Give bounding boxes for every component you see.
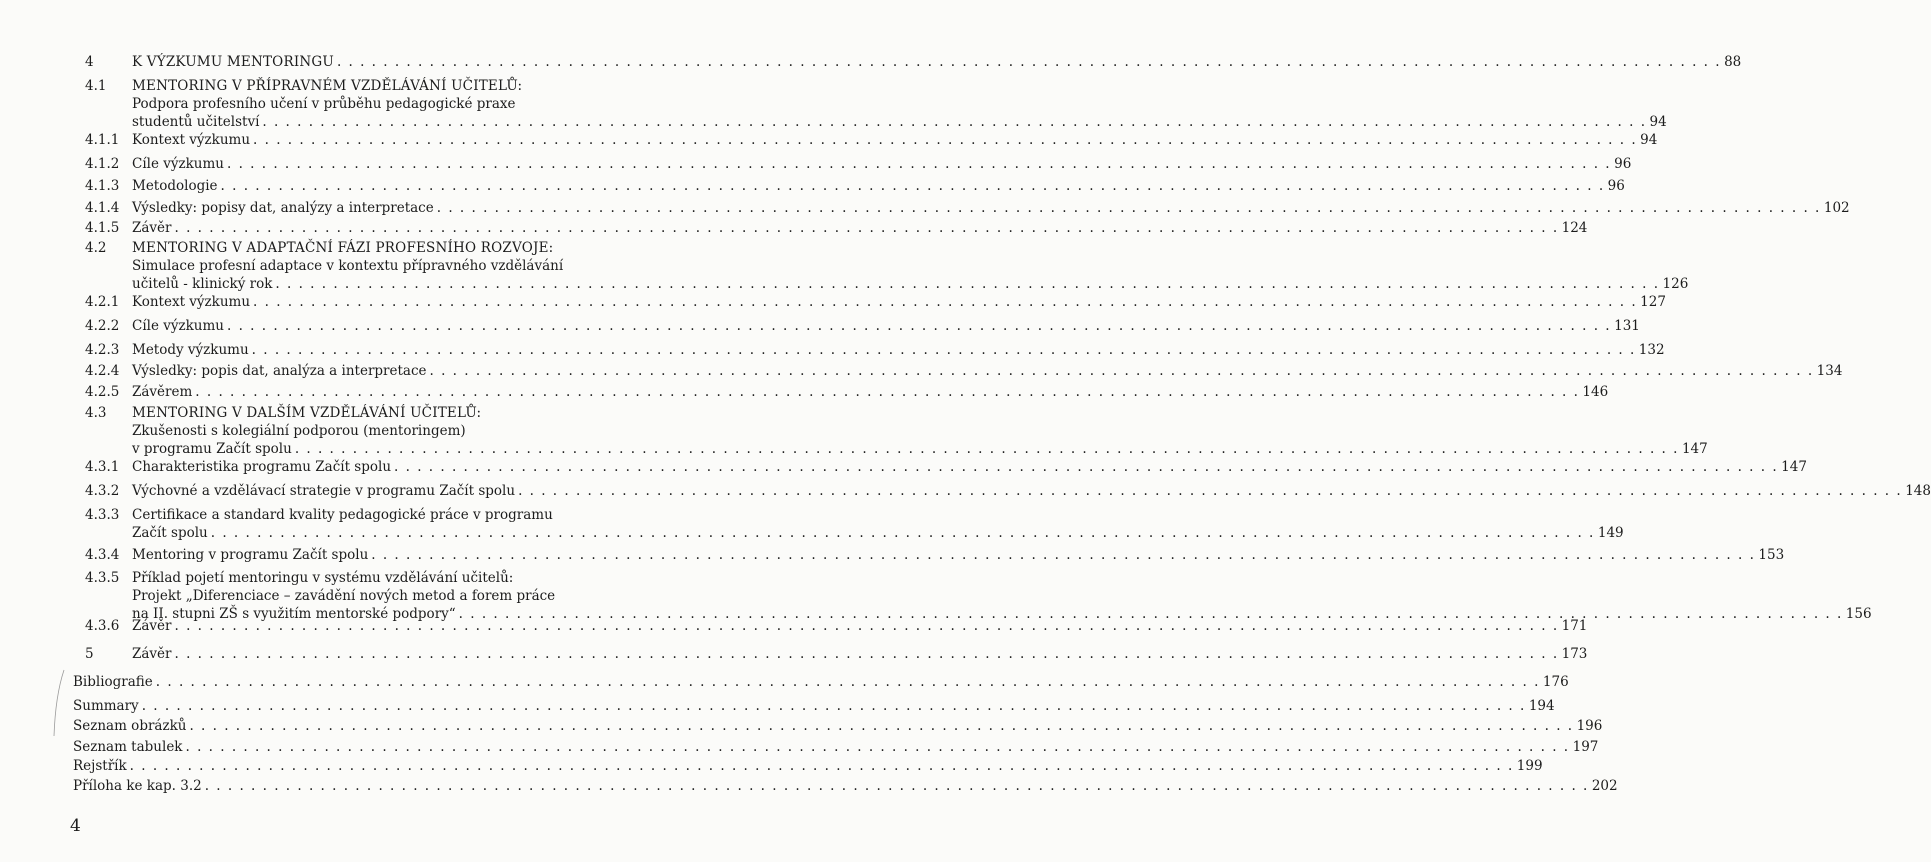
toc-page-number: 88 xyxy=(1724,54,1742,70)
toc-entry-title: Závěr xyxy=(132,220,172,236)
toc-entry-title: Výchovné a vzdělávací strategie v programu Začít spolu xyxy=(132,483,516,499)
toc-entry-number: 4.2.4 xyxy=(85,363,120,379)
dot-leader: . . . . . . . . . . . . . . . . . . . . . . . . . . . . . . . . . . . . . . . . . . . . . . . . . . . . . . . . . . . . . . . . . . . . . . . . . . . . . . . . . . . . . . . . . . . . . . . . . . . . . . . . . . . . . . . . . . . . . . . . xyxy=(226,156,1612,172)
toc-page-number: 127 xyxy=(1640,294,1666,310)
toc-entry-title-line: Zkušenosti s kolegiální podporou (mentoringem) xyxy=(132,423,466,439)
toc-entry-title-line: Podpora profesního učení v průběhu pedagogické praxe xyxy=(132,96,516,112)
toc-entry-number: 4.2.3 xyxy=(85,342,120,358)
toc-entry-number: 4.3.1 xyxy=(85,459,120,475)
dot-leader: . . . . . . . . . . . . . . . . . . . . . . . . . . . . . . . . . . . . . . . . . . . . . . . . . . . . . . . . . . . . . . . . . . . . . . . . . . . . . . . . . . . . . . . . . . . . . . . . . . . . . . . . . . . . . . . . . . . . . . . . xyxy=(294,441,1679,457)
dot-leader: . . . . . . . . . . . . . . . . . . . . . . . . . . . . . . . . . . . . . . . . . . . . . . . . . . . . . . . . . . . . . . . . . . . . . . . . . . . . . . . . . . . . . . . . . . . . . . . . . . . . . . . . . . . . . . . . . . . . . . . . xyxy=(226,318,1612,334)
toc-entry-title: Výsledky: popisy dat, analýzy a interpretace xyxy=(132,200,434,216)
toc-page-number: 131 xyxy=(1614,318,1640,334)
toc-entry-number: 4.3.5 xyxy=(85,570,120,586)
dot-leader: . . . . . . . . . . . . . . . . . . . . . . . . . . . . . . . . . . . . . . . . . . . . . . . . . . . . . . . . . . . . . . . . . . . . . . . . . . . . . . . . . . . . . . . . . . . . . . . . . . . . . . . . . . . . . . . . . . . . . . . . xyxy=(174,646,1559,662)
toc-entry-number: 4.1.3 xyxy=(85,178,120,194)
dot-leader: . . . . . . . . . . . . . . . . . . . . . . . . . . . . . . . . . . . . . . . . . . . . . . . . . . . . . . . . . . . . . . . . . . . . . . . . . . . . . . . . . . . . . . . . . . . . . . . . . . . . . . . . . . . . . . . . . . . . . . . . xyxy=(174,220,1559,236)
toc-entry-title: Seznam obrázků xyxy=(73,718,187,734)
toc-entry-title: Závěrem xyxy=(132,384,193,400)
toc-entry-number: 4.3.2 xyxy=(85,483,120,499)
toc-page-number: 146 xyxy=(1582,384,1609,400)
dot-leader: . . . . . . . . . . . . . . . . . . . . . . . . . . . . . . . . . . . . . . . . . . . . . . . . . . . . . . . . . . . . . . . . . . . . . . . . . . . . . . . . . . . . . . . . . . . . . . . . . . . . . . . . . . . . . . . . . . . . . . . . xyxy=(210,525,1595,541)
toc-entry-title: Charakteristika programu Začít spolu xyxy=(132,459,392,475)
toc-entry-title: učitelů - klinický rok xyxy=(132,276,273,292)
toc-page-number: 202 xyxy=(1591,778,1618,794)
toc-entry-title: Cíle výzkumu xyxy=(132,156,224,172)
toc-entry-title-line: MENTORING V PŘÍPRAVNÉM VZDĚLÁVÁNÍ UČITELŮ: xyxy=(132,78,523,94)
toc-page-number: 173 xyxy=(1561,646,1588,662)
toc-entry-number: 4.3.3 xyxy=(85,507,120,523)
toc-entry-title: Závěr xyxy=(132,618,172,634)
toc-page-number: 147 xyxy=(1781,459,1807,475)
toc-page-number: 132 xyxy=(1638,342,1665,358)
dot-leader: . . . . . . . . . . . . . . . . . . . . . . . . . . . . . . . . . . . . . . . . . . . . . . . . . . . . . . . . . . . . . . . . . . . . . . . . . . . . . . . . . . . . . . . . . . . . . . . . . . . . . . . . . . . . . . . . . . . . . . . . xyxy=(251,342,1636,358)
toc-entry-number: 4.1.4 xyxy=(85,200,120,216)
dot-leader: . . . . . . . . . . . . . . . . . . . . . . . . . . . . . . . . . . . . . . . . . . . . . . . . . . . . . . . . . . . . . . . . . . . . . . . . . . . . . . . . . . . . . . . . . . . . . . . . . . . . . . . . . . . . . . . . . . . . . . . . xyxy=(220,178,1605,194)
dot-leader: . . . . . . . . . . . . . . . . . . . . . . . . . . . . . . . . . . . . . . . . . . . . . . . . . . . . . . . . . . . . . . . . . . . . . . . . . . . . . . . . . . . . . . . . . . . . . . . . . . . . . . . . . . . . . . . . . . . . . . . . xyxy=(275,276,1660,292)
toc-entry-title: Výsledky: popis dat, analýza a interpretace xyxy=(132,363,427,379)
dot-leader: . . . . . . . . . . . . . . . . . . . . . . . . . . . . . . . . . . . . . . . . . . . . . . . . . . . . . . . . . . . . . . . . . . . . . . . . . . . . . . . . . . . . . . . . . . . . . . . . . . . . . . . . . . . . . . . . . . . . . . . . xyxy=(336,54,1722,70)
toc-entry-title: Kontext výzkumu xyxy=(132,294,251,310)
dot-leader: . . . . . . . . . . . . . . . . . . . . . . . . . . . . . . . . . . . . . . . . . . . . . . . . . . . . . . . . . . . . . . . . . . . . . . . . . . . . . . . . . . . . . . . . . . . . . . . . . . . . . . . . . . . . . . . . . . . . . . . . xyxy=(253,132,1638,148)
toc-page-number: 94 xyxy=(1640,132,1658,148)
dot-leader: . . . . . . . . . . . . . . . . . . . . . . . . . . . . . . . . . . . . . . . . . . . . . . . . . . . . . . . . . . . . . . . . . . . . . . . . . . . . . . . . . . . . . . . . . . . . . . . . . . . . . . . . . . . . . . . . . . . . . . . . xyxy=(371,547,1756,563)
toc-entry-number: 4.1 xyxy=(85,78,107,94)
toc-entry-number: 4.2.2 xyxy=(85,318,120,334)
toc-entry-title: na II. stupni ZŠ s využitím mentorské podpory“ xyxy=(132,606,456,622)
toc-entry-number: 5 xyxy=(85,646,94,662)
toc-entry-title: Závěr xyxy=(132,646,172,662)
toc-entry-number: 4.3.4 xyxy=(85,547,120,563)
toc-entry-title: Metody výzkumu xyxy=(132,342,249,358)
toc-page-number: 94 xyxy=(1649,114,1667,130)
dot-leader: . . . . . . . . . . . . . . . . . . . . . . . . . . . . . . . . . . . . . . . . . . . . . . . . . . . . . . . . . . . . . . . . . . . . . . . . . . . . . . . . . . . . . . . . . . . . . . . . . . . . . . . . . . . . . . . . . . . . . . . . xyxy=(458,606,1843,622)
page-number: 4 xyxy=(70,816,81,836)
toc-entry-number: 4.1.1 xyxy=(85,132,120,148)
dot-leader: . . . . . . . . . . . . . . . . . . . . . . . . . . . . . . . . . . . . . . . . . . . . . . . . . . . . . . . . . . . . . . . . . . . . . . . . . . . . . . . . . . . . . . . . . . . . . . . . . . . . . . . . . . . . . . . . . . . . . . . . xyxy=(394,459,1779,475)
toc-entry-number: 4.1.2 xyxy=(85,156,120,172)
dot-leader: . . . . . . . . . . . . . . . . . . . . . . . . . . . . . . . . . . . . . . . . . . . . . . . . . . . . . . . . . . . . . . . . . . . . . . . . . . . . . . . . . . . . . . . . . . . . . . . . . . . . . . . . . . . . . . . . . . . . . . . . xyxy=(204,778,1589,794)
toc-page-number: 96 xyxy=(1614,156,1632,172)
toc-entry-number: 4.2 xyxy=(85,240,107,256)
toc-page-number: 134 xyxy=(1816,363,1843,379)
dot-leader: . . . . . . . . . . . . . . . . . . . . . . . . . . . . . . . . . . . . . . . . . . . . . . . . . . . . . . . . . . . . . . . . . . . . . . . . . . . . . . . . . . . . . . . . . . . . . . . . . . . . . . . . . . . . . . . . . . . . . . . . xyxy=(436,200,1821,216)
toc-page-number: 124 xyxy=(1561,220,1588,236)
toc-page-number: 176 xyxy=(1542,674,1569,690)
toc-entry-title: Cíle výzkumu xyxy=(132,318,224,334)
dot-leader: . . . . . . . . . . . . . . . . . . . . . . . . . . . . . . . . . . . . . . . . . . . . . . . . . . . . . . . . . . . . . . . . . . . . . . . . . . . . . . . . . . . . . . . . . . . . . . . . . . . . . . . . . . . . . . . . . . . . . . . . xyxy=(189,718,1574,734)
toc-page-number: 196 xyxy=(1576,718,1603,734)
toc-entry-title: Summary xyxy=(73,698,139,714)
toc-entry-title-line: Projekt „Diferenciace – zavádění nových metod a forem práce xyxy=(132,588,556,604)
toc-entry-title-line: Příklad pojetí mentoringu v systému vzdělávání učitelů: xyxy=(132,570,514,586)
dot-leader: . . . . . . . . . . . . . . . . . . . . . . . . . . . . . . . . . . . . . . . . . . . . . . . . . . . . . . . . . . . . . . . . . . . . . . . . . . . . . . . . . . . . . . . . . . . . . . . . . . . . . . . . . . . . . . . . . . . . . . . . xyxy=(518,483,1903,499)
toc-entry-title: Mentoring v programu Začít spolu xyxy=(132,547,369,563)
toc-page-number: 126 xyxy=(1662,276,1689,292)
toc-entry-title-line: MENTORING V DALŠÍM VZDĚLÁVÁNÍ UČITELŮ: xyxy=(132,405,482,421)
toc-entry-number: 4.1.5 xyxy=(85,220,120,236)
toc-page-number: 194 xyxy=(1528,698,1555,714)
toc-page-number: 199 xyxy=(1516,758,1543,774)
toc-page-number: 102 xyxy=(1823,200,1850,216)
dot-leader: . . . . . . . . . . . . . . . . . . . . . . . . . . . . . . . . . . . . . . . . . . . . . . . . . . . . . . . . . . . . . . . . . . . . . . . . . . . . . . . . . . . . . . . . . . . . . . . . . . . . . . . . . . . . . . . . . . . . . . . . xyxy=(195,384,1580,400)
toc-page-number: 147 xyxy=(1681,441,1708,457)
toc-entry-title: Kontext výzkumu xyxy=(132,132,251,148)
toc-page-number: 197 xyxy=(1572,739,1599,755)
toc-entry-title: Příloha ke kap. 3.2 xyxy=(73,778,202,794)
dot-leader: . . . . . . . . . . . . . . . . . . . . . . . . . . . . . . . . . . . . . . . . . . . . . . . . . . . . . . . . . . . . . . . . . . . . . . . . . . . . . . . . . . . . . . . . . . . . . . . . . . . . . . . . . . . . . . . . . . . . . . . . xyxy=(141,698,1526,714)
dot-leader: . . . . . . . . . . . . . . . . . . . . . . . . . . . . . . . . . . . . . . . . . . . . . . . . . . . . . . . . . . . . . . . . . . . . . . . . . . . . . . . . . . . . . . . . . . . . . . . . . . . . . . . . . . . . . . . . . . . . . . . . xyxy=(262,114,1647,130)
dot-leader: . . . . . . . . . . . . . . . . . . . . . . . . . . . . . . . . . . . . . . . . . . . . . . . . . . . . . . . . . . . . . . . . . . . . . . . . . . . . . . . . . . . . . . . . . . . . . . . . . . . . . . . . . . . . . . . . . . . . . . . . xyxy=(253,294,1638,310)
toc-page-number: 148 xyxy=(1905,483,1931,499)
toc-entry-number: 4.3.6 xyxy=(85,618,120,634)
toc-page-number: 149 xyxy=(1597,525,1624,541)
dot-leader: . . . . . . . . . . . . . . . . . . . . . . . . . . . . . . . . . . . . . . . . . . . . . . . . . . . . . . . . . . . . . . . . . . . . . . . . . . . . . . . . . . . . . . . . . . . . . . . . . . . . . . . . . . . . . . . . . . . . . . . . xyxy=(429,363,1814,379)
dot-leader: . . . . . . . . . . . . . . . . . . . . . . . . . . . . . . . . . . . . . . . . . . . . . . . . . . . . . . . . . . . . . . . . . . . . . . . . . . . . . . . . . . . . . . . . . . . . . . . . . . . . . . . . . . . . . . . . . . . . . . . . xyxy=(129,758,1514,774)
pencil-mark xyxy=(52,668,66,738)
toc-entry-number: 4 xyxy=(85,54,94,70)
toc-page-number: 171 xyxy=(1561,618,1588,634)
dot-leader: . . . . . . . . . . . . . . . . . . . . . . . . . . . . . . . . . . . . . . . . . . . . . . . . . . . . . . . . . . . . . . . . . . . . . . . . . . . . . . . . . . . . . . . . . . . . . . . . . . . . . . . . . . . . . . . . . . . . . . . . xyxy=(185,739,1570,755)
toc-entry-title: K VÝZKUMU MENTORINGU xyxy=(132,54,334,70)
toc-page-number: 153 xyxy=(1758,547,1785,563)
toc-entry-title: studentů učitelství xyxy=(132,114,260,130)
toc-page-number: 96 xyxy=(1607,178,1625,194)
toc-entry-title: Bibliografie xyxy=(73,674,153,690)
toc-entry-title: Metodologie xyxy=(132,178,218,194)
dot-leader: . . . . . . . . . . . . . . . . . . . . . . . . . . . . . . . . . . . . . . . . . . . . . . . . . . . . . . . . . . . . . . . . . . . . . . . . . . . . . . . . . . . . . . . . . . . . . . . . . . . . . . . . . . . . . . . . . . . . . . . . xyxy=(155,674,1540,690)
toc-entry-title-line: Simulace profesní adaptace v kontextu přípravného vzdělávání xyxy=(132,258,564,274)
toc-entry-title-line: MENTORING V ADAPTAČNÍ FÁZI PROFESNÍHO ROZVOJE: xyxy=(132,240,554,256)
toc-entry-title: Seznam tabulek xyxy=(73,739,183,755)
dot-leader: . . . . . . . . . . . . . . . . . . . . . . . . . . . . . . . . . . . . . . . . . . . . . . . . . . . . . . . . . . . . . . . . . . . . . . . . . . . . . . . . . . . . . . . . . . . . . . . . . . . . . . . . . . . . . . . . . . . . . . . . xyxy=(174,618,1559,634)
toc-entry-title-line: Certifikace a standard kvality pedagogické práce v programu xyxy=(132,507,553,523)
toc-entry-title: v programu Začít spolu xyxy=(132,441,292,457)
toc-page-number: 156 xyxy=(1845,606,1872,622)
toc-entry-title: Rejstřík xyxy=(73,758,127,774)
toc-entry-number: 4.2.5 xyxy=(85,384,120,400)
toc-entry-number: 4.2.1 xyxy=(85,294,120,310)
toc-entry-title: Začít spolu xyxy=(132,525,208,541)
toc-entry-number: 4.3 xyxy=(85,405,107,421)
